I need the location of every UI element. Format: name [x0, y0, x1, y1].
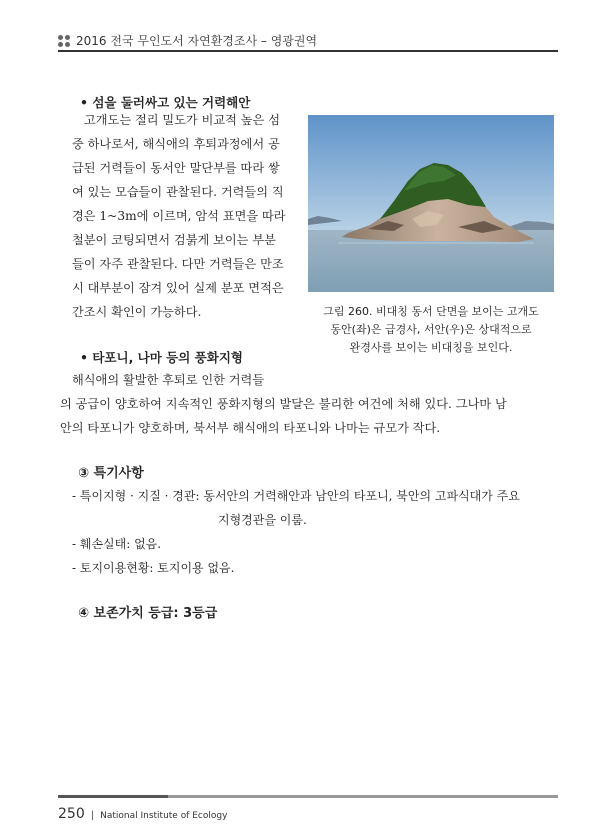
- text-line: 급된 거력들이 동서안 말단부를 따라 쌓: [72, 161, 280, 175]
- bullet-dots-icon: [58, 35, 70, 47]
- footer-rule-accent: [58, 795, 168, 798]
- text-line: 안의 타포니가 양호하며, 북서부 해식애의 타포니와 나마는 규모가 작다.: [60, 421, 441, 435]
- text-line: 들이 자주 관찰된다. 다만 거력들은 만조: [72, 257, 284, 271]
- special-note-item: - 훼손실태: 없음.: [72, 537, 162, 551]
- caption-line: 그림 260. 비대칭 동서 단면을 보이는 고개도: [323, 305, 539, 318]
- paragraph-weathering: [60, 368, 507, 440]
- page-footer: [58, 806, 227, 822]
- header-title: 2016 전국 무인도서 자연환경조사 – 영광권역: [76, 34, 318, 48]
- text-line: 간조시 확인이 가능하다.: [72, 305, 202, 319]
- institute-name: National Institute of Ecology: [100, 811, 228, 821]
- caption-line: 완경사를 보이는 비대칭을 보인다.: [349, 341, 513, 354]
- text-line: 고개도는 절리 밀도가 비교적 높은 섬: [84, 113, 280, 127]
- text-line: 경은 1~3m에 이르며, 암석 표면을 따라: [72, 209, 286, 223]
- section-heading-weathering: • 타포니, 나마 등의 풍화지형: [80, 350, 243, 365]
- text-line: 중 하나로서, 해식애의 후퇴과정에서 공: [72, 137, 280, 151]
- paragraph-boulder-coast: [72, 108, 286, 324]
- running-header: [58, 32, 317, 49]
- text-line: 철분이 코팅되면서 검붉게 보이는 부분: [72, 233, 276, 247]
- page-number: 250: [58, 806, 85, 822]
- section-heading-special-notes: ③ 특기사항: [78, 466, 144, 481]
- caption-line: 동안(좌)은 급경사, 서안(우)은 상대적으로: [330, 323, 532, 336]
- text-line: 여 있는 모습들이 관찰된다. 거력들의 직: [72, 185, 284, 199]
- special-note-item: - 토지이용현황: 토지이용 없음.: [72, 561, 235, 575]
- special-note-item-cont: 지형경관을 이룸.: [218, 513, 307, 527]
- text-line: 시 대부분이 잠겨 있어 실제 분포 면적은: [72, 281, 284, 295]
- section-heading-conservation-grade: ④ 보존가치 등급: 3등급: [78, 606, 218, 621]
- special-note-item: - 특이지형 · 지질 · 경관: 동서안의 거력해안과 남안의 타포니, 북안의 고파식대가 주요: [72, 489, 520, 503]
- island-photo: [308, 115, 554, 292]
- text-line: 의 공급이 양호하여 지속적인 풍화지형의 발달은 불리한 여건에 처해 있다. 그나마 남: [60, 397, 507, 411]
- section-heading-boulder-coast: • 섬을 둘러싸고 있는 거력해안: [80, 95, 251, 110]
- text-line: 해식애의 활발한 후퇴로 인한 거력들: [72, 373, 265, 387]
- header-rule: [58, 50, 558, 52]
- figure-caption: [300, 303, 562, 357]
- footer-separator: |: [90, 810, 95, 821]
